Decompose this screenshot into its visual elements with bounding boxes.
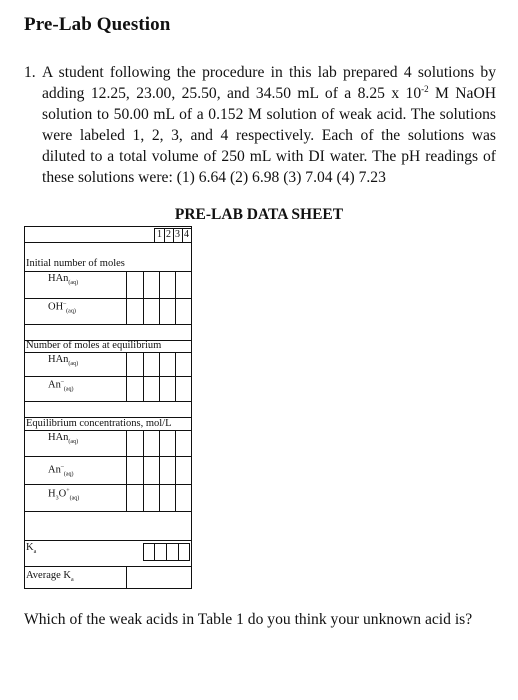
question-text: A student following the procedure in this lab prepared 4 solutions by adding 12.25, 23.00, 25.50, and 34.50 mL of a 8.25 x $10^{-2}$ M NaOH solution to 50.00 mL of a 0.152 M solution of weak acid. The solutions were labeled 1, 2, 3, and 4 respectively. Each of the solutions was diluted to a total volume of 250 mL with DI water. The pH readings of these solutions were: (1) 6.64 (2) 6.98 (3) 7.04 (4) 7.23 — [42, 64, 497, 186]
final-question: Which of the weak acids in Table 1 do you think your unknown acid is? — [24, 611, 473, 628]
pre-lab-question — [24, 62, 496, 188]
label-han-equilibrium: HAn$_{(aq)}$ — [48, 354, 79, 368]
label-h3o-concentration: $H_3O^+_{(aq)}$ — [48, 488, 80, 502]
label-ka: $K_a$ — [26, 542, 37, 556]
question-number: 1. — [24, 64, 36, 81]
column-4-header: 4 — [184, 229, 189, 240]
label-oh-initial: $OH^-_{(aq)}$ — [48, 301, 76, 315]
section-equilibrium-moles: Number of moles at equilibrium — [26, 340, 162, 351]
column-1-header: 1 — [157, 229, 162, 240]
section-initial-moles: Initial number of moles — [26, 258, 125, 269]
label-an-equilibrium: $An^-_{(aq)}$ — [48, 379, 74, 393]
data-sheet-title: PRE-LAB DATA SHEET — [174, 206, 344, 223]
column-3-header: 3 — [175, 229, 180, 240]
page-title: Pre-Lab Question — [24, 14, 171, 35]
label-han-initial: HAn$_{(aq)}$ — [48, 273, 79, 287]
label-average-ka: Average $K_a$ — [26, 570, 74, 584]
section-equilibrium-concentrations: Equilibrium concentrations, mol/L — [26, 418, 172, 429]
label-han-concentration: HAn$_{(aq)}$ — [48, 432, 79, 446]
column-2-header: 2 — [166, 229, 171, 240]
label-an-concentration: $An^-_{(aq)}$ — [48, 464, 74, 478]
